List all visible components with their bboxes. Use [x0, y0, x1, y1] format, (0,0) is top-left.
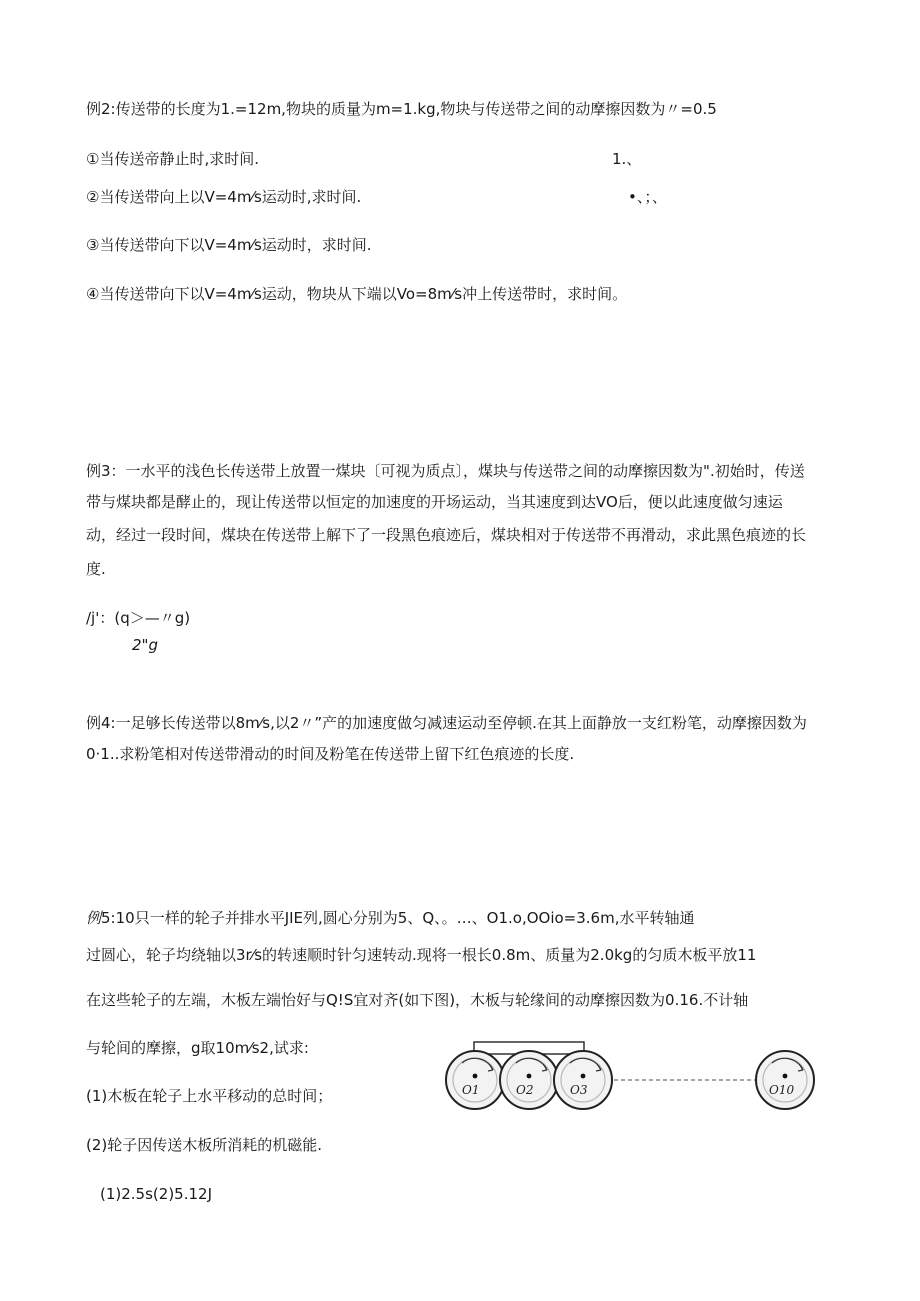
wheel-3	[554, 1051, 612, 1109]
example-5-question-1: (1)木板在轮子上水平移动的总时间；	[86, 1087, 333, 1105]
example-2-question-3: ③当传送带向下以V=4m⁄s运动时，求时间.	[86, 236, 372, 254]
example-3-answer-numerator: /j'：(q＞—〃g)	[86, 609, 191, 627]
example-2-question-4: ④当传送带向下以V=4m⁄s运动，物块从下端以Vo=8m⁄s冲上传送带时，求时间。	[86, 285, 628, 303]
wheel-2	[500, 1051, 558, 1109]
example-5-line-4: 与轮间的摩擦，g取10m⁄s2,试求:	[86, 1039, 309, 1057]
wheel-10	[756, 1051, 814, 1109]
example-2-note-2: •、；、	[628, 188, 667, 206]
wheel-label-3: O3	[570, 1083, 588, 1097]
example-5-line-3: 在这些轮子的左端，木板左端怡好与Q!S宜对齐(如下图)，木板与轮缘间的动摩擦因数为0.16.不计轴	[86, 991, 749, 1009]
wheels-figure	[440, 1030, 820, 1116]
example-5-line-1-text: 5:10只一样的轮子并排水平JIE列,圆心分别为5、Q、。…、O1.o,OOio=3.6m,水平转轴通	[101, 909, 695, 927]
wheel-label-2: O2	[516, 1083, 534, 1097]
wheel-label-1: O1	[462, 1083, 480, 1097]
example-4-line-2: 0·1..求粉笔相对传送带滑动的时间及粉笔在传送带上留下红色痕迹的长度.	[86, 745, 575, 763]
example-5-question-2: (2)轮子因传送木板所消耗的机磁能.	[86, 1136, 323, 1154]
example-2-title: 例2:传送带的长度为1.=12m,物块的质量为m=1.kg,物块与传送带之间的动摩擦因数为〃=0.5	[86, 100, 717, 118]
example-2-note-1: 1.、	[612, 150, 642, 168]
example-3-line-3: 动，经过一段时间，煤块在传送带上解下了一段黑色痕迹后，煤块相对于传送带不再滑动，求此黑色痕迹的长	[86, 526, 807, 544]
example-3-answer-denominator: 2"g	[132, 636, 158, 654]
example-2-question-1: ①当传送帝静止时,求时间.	[86, 150, 259, 168]
example-5-label: 例	[86, 909, 102, 927]
example-2-question-2: ②当传送带向上以V=4m⁄s运动时,求时间.	[86, 188, 362, 206]
example-5-answer: (1)2.5s(2)5.12J	[100, 1185, 212, 1203]
example-3-line-4: 度.	[86, 560, 106, 578]
example-3-line-2: 带与煤块都是酵止的，现让传送带以恒定的加速度的开场运动，当其速度到达VO后，便以此速度做匀速运	[86, 493, 783, 511]
example-3-line-1: 例3：一水平的浅色长传送带上放置一煤块〔可视为质点〕，煤块与传送带之间的动摩擦因数为".初始时，传送	[86, 462, 805, 480]
wheel-label-10: O10	[769, 1083, 795, 1097]
wheel-1	[446, 1051, 504, 1109]
example-5-line-1	[86, 909, 694, 929]
example-5-line-2: 过圆心，轮子均绕轴以3r⁄s的转速顺时针匀速转动.现将一根长0.8m、质量为2.0kg的匀质木板平放11	[86, 946, 757, 964]
example-4-line-1: 例4:一足够长传送带以8m⁄s,以2〃”产的加速度做匀减速运动至停顿.在其上面静放一支红粉笔，动摩擦因数为	[86, 714, 807, 732]
